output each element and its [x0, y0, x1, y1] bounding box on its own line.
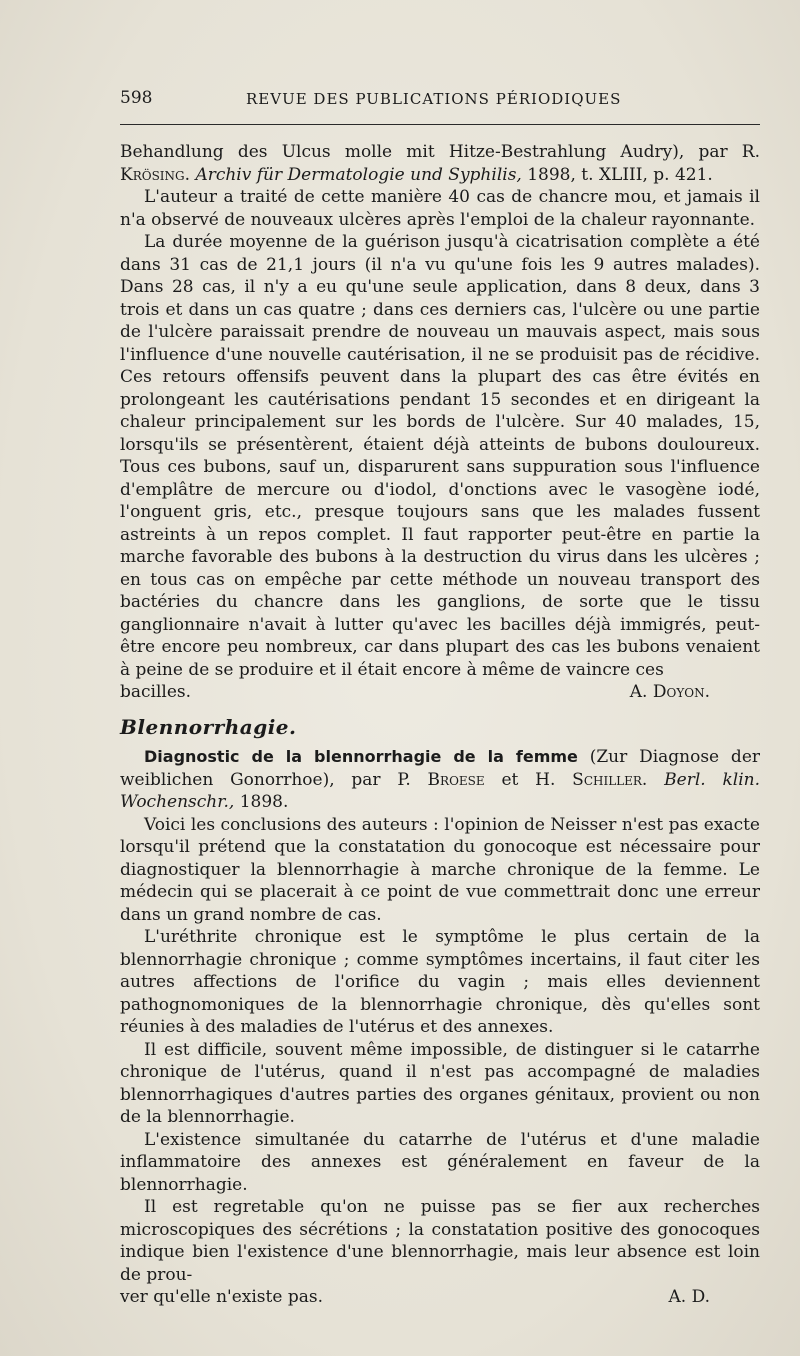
article2-year: 1898. [239, 792, 289, 812]
section-heading: Blennorrhagie. [120, 714, 297, 739]
article1-title: Behandlung des Ulcus molle mit Hitze-Bestrahlung Audry), par R. [120, 142, 760, 162]
article1-signoff [120, 681, 760, 704]
header-rule [120, 124, 760, 125]
article1-paragraph: L'auteur a traité de cette manière 40 cas de chancre mou, et jamais il n'a observé de nouveaux ulcères après l'emploi de la chaleur rayonnante. [120, 187, 760, 230]
article2-title: Diagnostic de la blennorrhagie de la femme [144, 747, 578, 766]
article2-paragraph: L'existence simultanée du catarrhe de l'utérus et d'une maladie inflammatoire des annexes est généralement en faveur de la blennorrhagie. [120, 1129, 760, 1195]
article2-last-paragraph: Il est regretable qu'on ne puisse pas se fier aux recherches microscopiques des sécrétions ; la constatation positive des gonocoques indique bien l'existence d'une blennorrhagie, mais leur absence est loin de prou- [120, 1197, 760, 1285]
article1-signature: A. Doyon. [629, 682, 710, 702]
page-number: 598 [120, 88, 153, 108]
article2-paragraph: L'uréthrite chronique est le symptôme le plus certain de la blennorrhagie chronique ; comme symptômes incertains, il faut citer les autres affections de l'orifice du vagin ; mais elles deviennent pathognomoniques de la blennorrhagie chronique, dès qu'elles sont réunies à des maladies de l'utérus et des annexes. [120, 927, 760, 1037]
article1-author: Krösing. [120, 164, 191, 185]
article1-heading [120, 141, 760, 186]
article2-paragraph: Voici les conclusions des auteurs : l'opinion de Neisser n'est pas exacte lorsqu'il prétend que la constatation du gonocoque est nécessaire pour diagnostiquer la blennorrhagie à marche chronique de la femme. Le médecin qui se placerait à ce point de vue commettrait donc une erreur dans un grand nombre de cas. [120, 814, 760, 925]
article2-subtitle: (Zur Diagnose der weiblichen Gonorrhoe), par P. [120, 747, 760, 790]
running-title: REVUE DES PUBLICATIONS PÉRIODIQUES [246, 90, 622, 108]
article2-paragraph: Il est difficile, souvent même impossible, de distinguer si le catarrhe chronique de l'utérus, quand il n'est pas accompagné de maladies blennorrhagiques d'autres parties des organes génitaux, provient ou non de la blennorrhagie. [120, 1039, 760, 1127]
article2-signature: A. D. [668, 1287, 710, 1307]
running-header [120, 88, 760, 112]
article1-paragraph: La durée moyenne de la guérison jusqu'à cicatrisation complète a été dans 31 cas de 21,1 jours (il n'a vu qu'une fois les 9 autres malades). Dans 28 cas, il n'y a eu qu'une seule application, dans 8 deux, dans 3 trois et dans un cas quatre ; dans ces derniers cas, l'ulcère ou une partie de l'ulcère paraissait prendre de nouveau un mauvais aspect, mais sous l'influence d'une nouvelle cautérisation, il ne se produisit pas de récidive. Ces retours offensifs peuvent dans la plupart des cas être évités en prolongeant les cautérisations pendant 15 secondes et en dirigeant la chaleur principalement sur les bords de l'ulcère. Sur 40 malades, 15, lorsqu'ils se présentèrent, étaient déjà atteints de bubons douloureux. Tous ces bubons, sauf un, disparurent sans suppuration sous l'influence d'emplâtre de mercure ou d'iodol, d'onctions avec le vasogène iodé, l'onguent gris, etc., presque toujours sans que les malades fussent astreints à un repos complet. Il faut rapporter peut-être en partie la marche favorable des bubons à la destruction du virus dans les ulcères ; en tous cas on empêche par cette méthode un nouveau transport des bactéries du chancre dans les ganglions, de sorte que le tissu ganglionnaire n'avait à lutter qu'avec les bacilles déjà immigrés, peut-être encore peu nombreux, car dans plupart des cas les bubons venaient à peine de se produire et il était encore à même de vaincre ces [120, 232, 760, 680]
article2-author1: Broese [427, 769, 485, 790]
article2-signoff [120, 1286, 760, 1309]
article2-heading [120, 746, 760, 814]
body-text [120, 141, 760, 1309]
article1-journal: Archiv für Dermatologie und Syphilis, [195, 164, 522, 185]
article2-author2: Schiller. [572, 769, 648, 790]
article2-conj: et H. [501, 769, 556, 790]
article2-last-line: ver qu'elle n'existe pas. [120, 1287, 323, 1307]
article1-citation: 1898, t. XLIII, p. 421. [527, 164, 713, 185]
article2-journal: Berl. klin. Wochenschr., [120, 769, 760, 812]
article1-last-line: bacilles. [120, 682, 192, 702]
